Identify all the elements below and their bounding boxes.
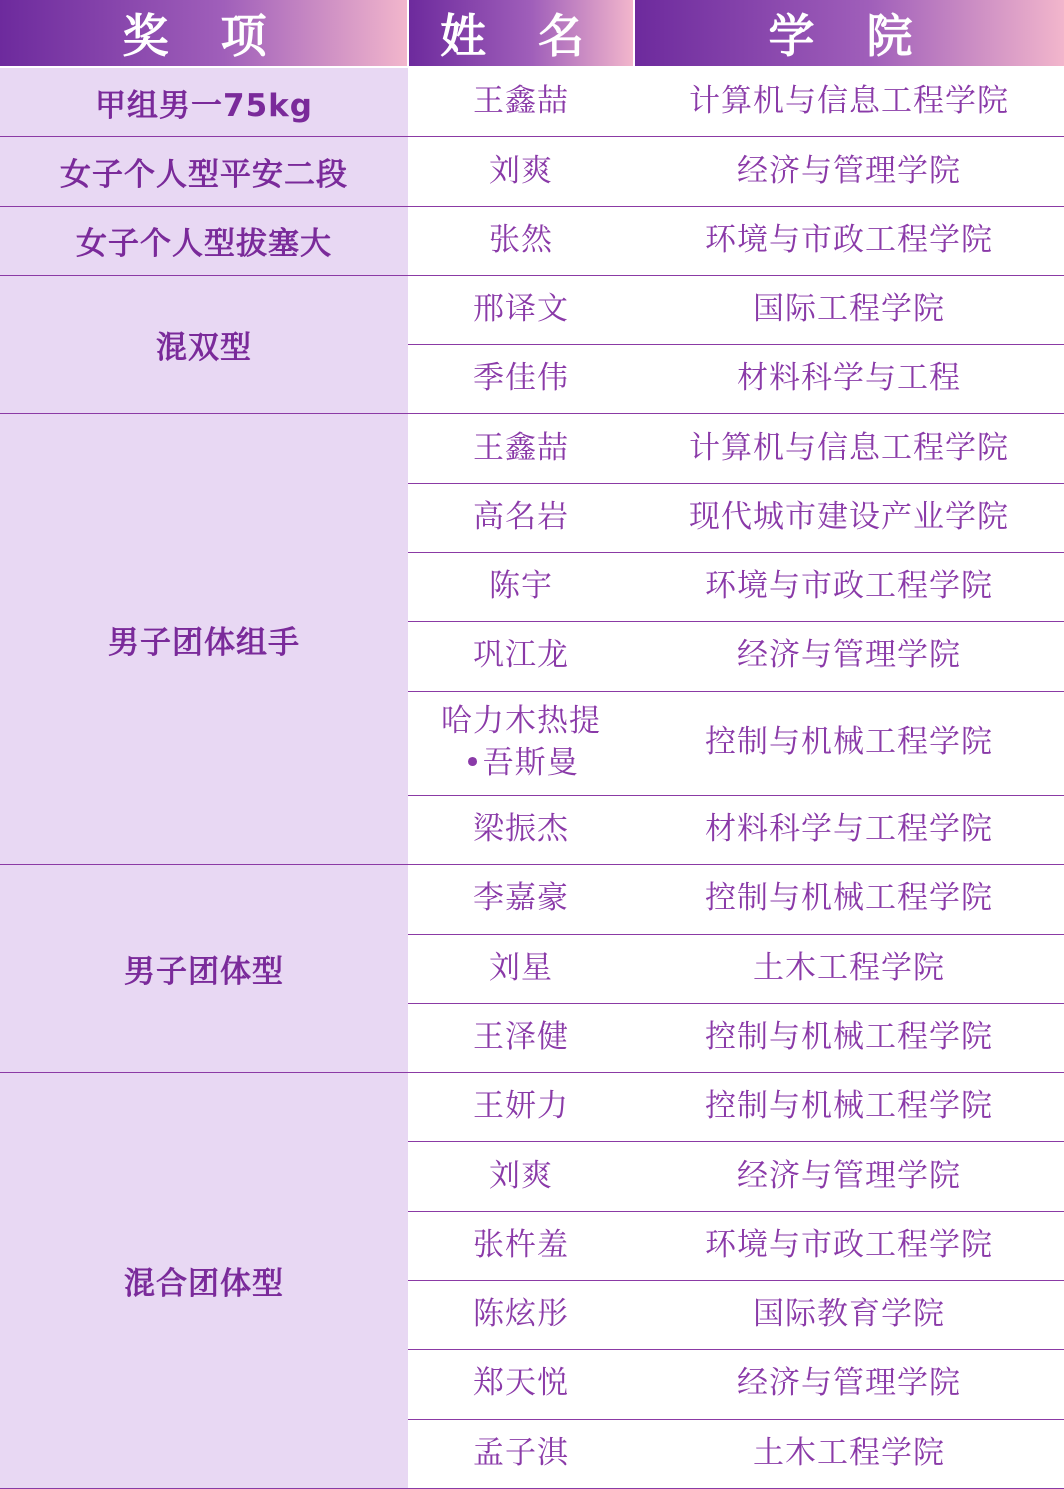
name-cell: 李嘉豪 [408,865,634,934]
college-cell: 经济与管理学院 [634,137,1064,206]
name-cell: 郑天悦 [408,1350,634,1419]
name-cell: 刘星 [408,934,634,1003]
header-name: 姓 名 [408,0,634,67]
table-row [0,206,1064,275]
award-cell: 混合团体型 [0,1073,408,1489]
college-cell: 控制与机械工程学院 [634,691,1064,795]
name-cell: 季佳伟 [408,345,634,414]
college-cell: 控制与机械工程学院 [634,1073,1064,1142]
award-cell: 女子个人型拔塞大 [0,206,408,275]
award-cell: 男子团体型 [0,865,408,1073]
college-cell: 计算机与信息工程学院 [634,414,1064,483]
award-cell: 男子团体组手 [0,414,408,865]
college-cell: 经济与管理学院 [634,1142,1064,1211]
name-cell: 刘爽 [408,137,634,206]
table-row [0,865,1064,934]
college-cell: 经济与管理学院 [634,1350,1064,1419]
table-row [0,137,1064,206]
name-cell: 王鑫喆 [408,414,634,483]
table-row [0,1073,1064,1142]
college-cell: 控制与机械工程学院 [634,1003,1064,1072]
college-cell: 经济与管理学院 [634,622,1064,691]
college-cell: 国际教育学院 [634,1280,1064,1349]
college-cell: 控制与机械工程学院 [634,865,1064,934]
name-cell: 邢译文 [408,275,634,344]
table-row [0,414,1064,483]
college-cell: 材料科学与工程 [634,345,1064,414]
table-row [0,275,1064,344]
name-cell: 孟子淇 [408,1419,634,1489]
name-cell: 哈力木热提•吾斯曼 [408,691,634,795]
name-cell: 张然 [408,206,634,275]
college-cell: 土木工程学院 [634,1419,1064,1489]
college-cell: 计算机与信息工程学院 [634,67,1064,137]
award-cell: 女子个人型平安二段 [0,137,408,206]
college-cell: 环境与市政工程学院 [634,552,1064,621]
name-cell: 王鑫喆 [408,67,634,137]
name-cell: 王泽健 [408,1003,634,1072]
name-cell: 巩江龙 [408,622,634,691]
header-college: 学 院 [634,0,1064,67]
header-award: 奖 项 [0,0,408,67]
name-cell: 刘爽 [408,1142,634,1211]
college-cell: 环境与市政工程学院 [634,1211,1064,1280]
name-cell: 王妍力 [408,1073,634,1142]
name-cell: 梁振杰 [408,795,634,864]
header-row [0,0,1064,67]
name-cell: 张杵羞 [408,1211,634,1280]
name-cell: 陈宇 [408,552,634,621]
college-cell: 土木工程学院 [634,934,1064,1003]
college-cell: 环境与市政工程学院 [634,206,1064,275]
name-cell: 陈炫彤 [408,1280,634,1349]
award-cell: 混双型 [0,275,408,414]
college-cell: 材料科学与工程学院 [634,795,1064,864]
award-cell: 甲组男一75kg [0,67,408,137]
college-cell: 现代城市建设产业学院 [634,483,1064,552]
college-cell: 国际工程学院 [634,275,1064,344]
table-row [0,67,1064,137]
name-cell: 高名岩 [408,483,634,552]
